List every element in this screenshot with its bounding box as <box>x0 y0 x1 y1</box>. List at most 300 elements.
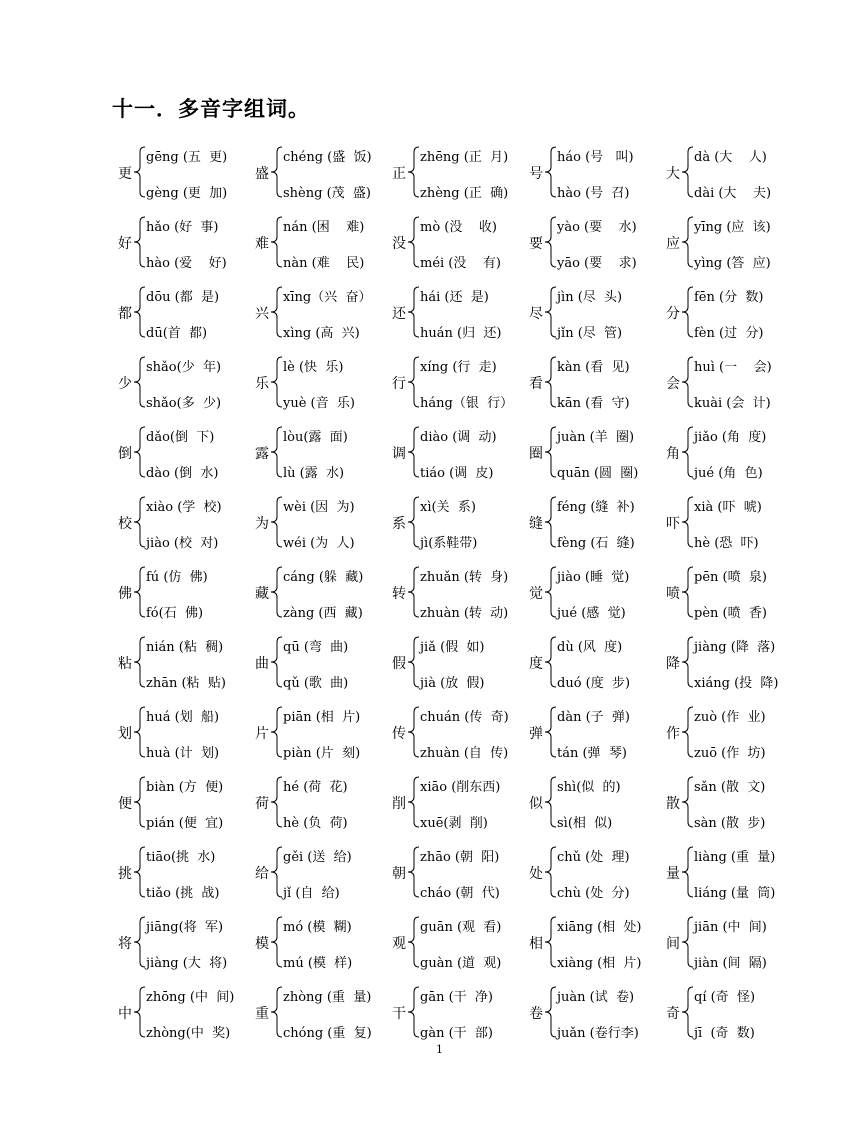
curly-brace-icon <box>678 636 694 688</box>
group-row <box>118 352 778 422</box>
polyphone-character: 为 <box>255 516 269 532</box>
curly-brace-icon <box>267 146 283 198</box>
reading-bottom: hào (号 召) <box>557 186 630 201</box>
curly-brace-icon <box>541 356 557 408</box>
reading-top: tiāo(挑 水) <box>146 850 216 865</box>
reading-bottom: yāo (要 求) <box>557 256 637 271</box>
polyphone-group <box>255 982 395 1042</box>
curly-brace-icon <box>130 216 146 268</box>
polyphone-group <box>392 702 532 762</box>
reading-bottom: jiàng (大 将) <box>146 956 228 971</box>
reading-bottom: jī (奇 数) <box>694 1026 755 1041</box>
curly-brace-icon <box>267 496 283 548</box>
reading-top: gēng (五 更) <box>146 150 228 165</box>
reading-top: chéng (盛 饭) <box>283 150 372 165</box>
curly-brace-icon <box>678 566 694 618</box>
reading-top: dǎo(倒 下) <box>146 430 215 445</box>
reading-top: dù (风 度) <box>557 640 623 655</box>
curly-brace-icon <box>404 216 420 268</box>
polyphone-group <box>392 632 532 692</box>
reading-bottom: zhuàn (自 传) <box>420 746 509 761</box>
group-row <box>118 422 778 492</box>
curly-brace-icon <box>267 706 283 758</box>
polyphone-character: 尽 <box>529 306 543 322</box>
polyphone-group <box>392 912 532 972</box>
polyphone-character: 会 <box>666 376 680 392</box>
polyphone-character: 露 <box>255 446 269 462</box>
group-row <box>118 282 778 352</box>
polyphone-character: 处 <box>529 866 543 882</box>
curly-brace-icon <box>130 426 146 478</box>
polyphone-group <box>118 282 258 342</box>
curly-brace-icon <box>541 776 557 828</box>
reading-bottom: zuō (作 坊) <box>694 746 766 761</box>
polyphone-character: 分 <box>666 306 680 322</box>
polyphone-group <box>255 282 395 342</box>
reading-bottom: tán (弹 琴) <box>557 746 627 761</box>
reading-bottom: zhān (粘 贴) <box>146 676 226 691</box>
curly-brace-icon <box>130 286 146 338</box>
reading-top: zhōng (中 间) <box>146 990 235 1005</box>
curly-brace-icon <box>267 566 283 618</box>
curly-brace-icon <box>404 146 420 198</box>
reading-top: dà (大 人) <box>694 150 767 165</box>
curly-brace-icon <box>267 776 283 828</box>
reading-bottom: huà (计 划) <box>146 746 220 761</box>
curly-brace-icon <box>404 496 420 548</box>
polyphone-group <box>392 772 532 832</box>
polyphone-character: 削 <box>392 796 406 812</box>
polyphone-character: 将 <box>118 936 132 952</box>
reading-bottom: jué (感 觉) <box>557 606 626 621</box>
curly-brace-icon <box>678 286 694 338</box>
polyphone-character: 号 <box>529 166 543 182</box>
curly-brace-icon <box>541 986 557 1038</box>
reading-bottom: shǎo(多 少) <box>146 396 222 411</box>
curly-brace-icon <box>404 566 420 618</box>
reading-top: diào (调 动) <box>420 430 497 445</box>
reading-top: lòu(露 面) <box>283 430 348 445</box>
polyphone-group <box>255 772 395 832</box>
curly-brace-icon <box>267 636 283 688</box>
reading-top: fēn (分 数) <box>694 290 764 305</box>
reading-bottom: liáng (量 筒) <box>694 886 776 901</box>
reading-top: yào (要 水) <box>557 220 637 235</box>
curly-brace-icon <box>404 706 420 758</box>
reading-bottom: yuè (音 乐) <box>283 396 355 411</box>
curly-brace-icon <box>541 216 557 268</box>
reading-bottom: hào (爱 好) <box>146 256 227 271</box>
curly-brace-icon <box>404 356 420 408</box>
reading-top: wèi (因 为) <box>283 500 355 515</box>
curly-brace-icon <box>541 146 557 198</box>
reading-top: biàn (方 便) <box>146 780 224 795</box>
reading-top: hǎo (好 事) <box>146 220 219 235</box>
reading-top: xíng (行 走) <box>420 360 497 375</box>
curly-brace-icon <box>541 286 557 338</box>
reading-bottom: gàn (干 部) <box>420 1026 493 1041</box>
polyphone-character: 便 <box>118 796 132 812</box>
reading-top: sǎn (散 文) <box>694 780 766 795</box>
polyphone-character: 片 <box>255 726 269 742</box>
polyphone-character: 喷 <box>666 586 680 602</box>
polyphone-group <box>392 422 532 482</box>
reading-top: háo (号 叫) <box>557 150 634 165</box>
reading-bottom: dào (倒 水) <box>146 466 219 481</box>
reading-top: huá (划 船) <box>146 710 220 725</box>
reading-top: zhuǎn (转 身) <box>420 570 509 585</box>
polyphone-character: 看 <box>529 376 543 392</box>
group-row <box>118 142 778 212</box>
polyphone-character: 量 <box>666 866 680 882</box>
polyphone-character: 没 <box>392 236 406 252</box>
reading-bottom: pèn (喷 香) <box>694 606 767 621</box>
reading-bottom: sàn (散 步) <box>694 816 766 831</box>
polyphone-character: 少 <box>118 376 132 392</box>
reading-bottom: jiào (校 对) <box>146 536 219 551</box>
polyphone-group <box>392 562 532 622</box>
curly-brace-icon <box>130 636 146 688</box>
curly-brace-icon <box>267 916 283 968</box>
curly-brace-icon <box>130 496 146 548</box>
polyphone-group <box>529 352 669 412</box>
polyphone-character: 间 <box>666 936 680 952</box>
reading-bottom: fó(石 佛) <box>146 606 204 621</box>
polyphone-character: 角 <box>666 446 680 462</box>
reading-top: dōu (都 是) <box>146 290 220 305</box>
reading-top: chǔ (处 理) <box>557 850 630 865</box>
reading-top: gān (干 净) <box>420 990 493 1005</box>
polyphone-group <box>392 352 532 412</box>
polyphone-group <box>118 562 258 622</box>
polyphone-group <box>118 772 258 832</box>
polyphone-group <box>392 212 532 272</box>
polyphone-group <box>118 982 258 1042</box>
reading-bottom: jì(系鞋带) <box>420 536 478 551</box>
reading-bottom: gèng (更 加) <box>146 186 228 201</box>
reading-top: gěi (送 给) <box>283 850 352 865</box>
polyphone-character: 度 <box>529 656 543 672</box>
polyphone-character: 曲 <box>255 656 269 672</box>
reading-bottom: dài (大 夫) <box>694 186 772 201</box>
group-row <box>118 212 778 282</box>
reading-bottom: quān (圆 圈) <box>557 466 639 481</box>
curly-brace-icon <box>404 636 420 688</box>
polyphone-group <box>666 212 806 272</box>
curly-brace-icon <box>541 426 557 478</box>
polyphone-group <box>529 562 669 622</box>
polyphone-group <box>666 562 806 622</box>
reading-bottom: xuē(剥 削) <box>420 816 488 831</box>
reading-top: xiāng (相 处) <box>557 920 642 935</box>
reading-top: piān (相 片) <box>283 710 361 725</box>
polyphone-group <box>529 772 669 832</box>
reading-top: jiān (中 间) <box>694 920 767 935</box>
group-row <box>118 702 778 772</box>
polyphone-group <box>529 842 669 902</box>
curly-brace-icon <box>130 566 146 618</box>
polyphone-group <box>118 492 258 552</box>
reading-top: guān (观 看) <box>420 920 502 935</box>
curly-brace-icon <box>267 846 283 898</box>
polyphone-character: 盛 <box>255 166 269 182</box>
reading-top: jìn (尽 头) <box>557 290 623 305</box>
reading-top: jiào (睡 觉) <box>557 570 630 585</box>
reading-top: xì(关 系) <box>420 500 476 515</box>
polyphone-character: 给 <box>255 866 269 882</box>
polyphone-group <box>118 142 258 202</box>
group-row <box>118 842 778 912</box>
reading-bottom: guàn (道 观) <box>420 956 502 971</box>
reading-top: fú (仿 佛) <box>146 570 208 585</box>
polyphone-group <box>118 842 258 902</box>
polyphone-character: 模 <box>255 936 269 952</box>
polyphone-character: 重 <box>255 1006 269 1022</box>
polyphone-group <box>666 912 806 972</box>
curly-brace-icon <box>678 146 694 198</box>
polyphone-character: 觉 <box>529 586 543 602</box>
curly-brace-icon <box>267 216 283 268</box>
reading-top: cáng (躲 藏) <box>283 570 364 585</box>
curly-brace-icon <box>404 986 420 1038</box>
reading-top: juàn (羊 圈) <box>557 430 635 445</box>
reading-bottom: shèng (茂 盛) <box>283 186 371 201</box>
polyphone-group <box>392 282 532 342</box>
reading-top: zhāo (朝 阳) <box>420 850 500 865</box>
polyphone-character: 奇 <box>666 1006 680 1022</box>
reading-bottom: jǐn (尽 管) <box>557 326 623 341</box>
curly-brace-icon <box>404 286 420 338</box>
curly-brace-icon <box>130 846 146 898</box>
polyphone-character: 相 <box>529 936 543 952</box>
polyphone-character: 假 <box>392 656 406 672</box>
polyphone-character: 缝 <box>529 516 543 532</box>
reading-bottom: duó (度 步) <box>557 676 631 691</box>
reading-bottom: háng（银 行） <box>420 396 514 411</box>
polyphone-group <box>666 702 806 762</box>
polyphone-character: 转 <box>392 586 406 602</box>
curly-brace-icon <box>130 356 146 408</box>
polyphone-character: 调 <box>392 446 406 462</box>
reading-top: mò (没 收) <box>420 220 497 235</box>
curly-brace-icon <box>678 356 694 408</box>
curly-brace-icon <box>678 216 694 268</box>
reading-bottom: xiàng (相 片) <box>557 956 642 971</box>
polyphone-character: 应 <box>666 236 680 252</box>
group-row <box>118 562 778 632</box>
group-row <box>118 632 778 702</box>
polyphone-character: 挑 <box>118 866 132 882</box>
polyphone-grid <box>118 142 778 1052</box>
reading-top: mó (模 糊) <box>283 920 352 935</box>
polyphone-group <box>118 632 258 692</box>
polyphone-character: 似 <box>529 796 543 812</box>
curly-brace-icon <box>267 356 283 408</box>
polyphone-group <box>255 142 395 202</box>
polyphone-group <box>666 842 806 902</box>
reading-bottom: huán (归 还) <box>420 326 502 341</box>
polyphone-group <box>666 352 806 412</box>
reading-bottom: xiáng (投 降) <box>694 676 779 691</box>
reading-bottom: hè (恐 吓) <box>694 536 759 551</box>
polyphone-character: 吓 <box>666 516 680 532</box>
reading-top: juàn (试 卷) <box>557 990 635 1005</box>
page-title: 十一．多音字组词。 <box>112 97 310 121</box>
polyphone-character: 藏 <box>255 586 269 602</box>
reading-top: xiào (学 校) <box>146 500 222 515</box>
polyphone-character: 倒 <box>118 446 132 462</box>
polyphone-character: 大 <box>666 166 680 182</box>
polyphone-group <box>666 632 806 692</box>
curly-brace-icon <box>267 986 283 1038</box>
polyphone-group <box>529 632 669 692</box>
group-row <box>118 982 778 1052</box>
reading-bottom: jià (放 假) <box>420 676 485 691</box>
reading-top: jiǎo (角 度) <box>694 430 767 445</box>
polyphone-group <box>255 422 395 482</box>
reading-bottom: xìng (高 兴) <box>283 326 360 341</box>
reading-top: xià (吓 唬) <box>694 500 762 515</box>
polyphone-character: 都 <box>118 306 132 322</box>
reading-bottom: nàn (难 民) <box>283 256 365 271</box>
polyphone-character: 散 <box>666 796 680 812</box>
reading-top: jiǎ (假 如) <box>420 640 485 655</box>
reading-top: zhēng (正 月) <box>420 150 509 165</box>
polyphone-character: 乐 <box>255 376 269 392</box>
polyphone-character: 观 <box>392 936 406 952</box>
polyphone-group <box>666 772 806 832</box>
polyphone-group <box>118 422 258 482</box>
reading-top: jiāng(将 军) <box>146 920 224 935</box>
polyphone-group <box>666 492 806 552</box>
reading-bottom: qǔ (歌 曲) <box>283 676 349 691</box>
polyphone-group <box>666 422 806 482</box>
reading-bottom: hè (负 荷) <box>283 816 348 831</box>
polyphone-character: 荷 <box>255 796 269 812</box>
reading-top: pēn (喷 泉) <box>694 570 767 585</box>
polyphone-group <box>255 912 395 972</box>
reading-top: lè (快 乐) <box>283 360 344 375</box>
reading-top: xīng（兴 奋） <box>283 290 372 305</box>
reading-bottom: chóng (重 复) <box>283 1026 372 1041</box>
polyphone-group <box>529 492 669 552</box>
reading-bottom: tiáo (调 皮) <box>420 466 494 481</box>
reading-top: huì (一 会) <box>694 360 772 375</box>
polyphone-group <box>529 282 669 342</box>
reading-bottom: lù (露 水) <box>283 466 345 481</box>
polyphone-group <box>255 702 395 762</box>
curly-brace-icon <box>678 776 694 828</box>
curly-brace-icon <box>404 776 420 828</box>
polyphone-group <box>666 282 806 342</box>
polyphone-character: 兴 <box>255 306 269 322</box>
reading-bottom: méi (没 有) <box>420 256 501 271</box>
polyphone-group <box>666 142 806 202</box>
reading-top: hé (荷 花) <box>283 780 348 795</box>
reading-bottom: pián (便 宜) <box>146 816 224 831</box>
curly-brace-icon <box>678 706 694 758</box>
curly-brace-icon <box>130 776 146 828</box>
curly-brace-icon <box>541 496 557 548</box>
polyphone-character: 作 <box>666 726 680 742</box>
reading-top: hái (还 是) <box>420 290 489 305</box>
polyphone-character: 好 <box>118 236 132 252</box>
polyphone-character: 校 <box>118 516 132 532</box>
curly-brace-icon <box>267 426 283 478</box>
reading-bottom: jiàn (间 隔) <box>694 956 767 971</box>
polyphone-group <box>392 842 532 902</box>
polyphone-group <box>255 562 395 622</box>
polyphone-group <box>666 982 806 1042</box>
curly-brace-icon <box>541 636 557 688</box>
polyphone-character: 正 <box>392 166 406 182</box>
polyphone-group <box>392 492 532 552</box>
polyphone-character: 干 <box>392 1006 406 1022</box>
polyphone-group <box>529 702 669 762</box>
reading-bottom: tiǎo (挑 战) <box>146 886 220 901</box>
reading-bottom: kān (看 守) <box>557 396 630 411</box>
curly-brace-icon <box>541 566 557 618</box>
polyphone-group <box>529 422 669 482</box>
reading-bottom: yìng (答 应) <box>694 256 771 271</box>
reading-top: yīng (应 该) <box>694 220 771 235</box>
curly-brace-icon <box>541 916 557 968</box>
reading-top: chuán (传 奇) <box>420 710 509 725</box>
polyphone-group <box>529 142 669 202</box>
reading-bottom: zàng (西 藏) <box>283 606 363 621</box>
curly-brace-icon <box>130 146 146 198</box>
reading-top: qū (弯 曲) <box>283 640 349 655</box>
reading-top: shì(似 的) <box>557 780 621 795</box>
curly-brace-icon <box>678 916 694 968</box>
curly-brace-icon <box>541 846 557 898</box>
polyphone-character: 中 <box>118 1006 132 1022</box>
curly-brace-icon <box>678 496 694 548</box>
curly-brace-icon <box>404 426 420 478</box>
polyphone-character: 要 <box>529 236 543 252</box>
curly-brace-icon <box>404 846 420 898</box>
reading-top: nán (困 难) <box>283 220 365 235</box>
page-number: 1 <box>436 1043 443 1056</box>
reading-bottom: jué (角 色) <box>694 466 763 481</box>
polyphone-character: 佛 <box>118 586 132 602</box>
polyphone-group <box>255 352 395 412</box>
curly-brace-icon <box>130 916 146 968</box>
polyphone-group <box>392 142 532 202</box>
polyphone-character: 传 <box>392 726 406 742</box>
reading-bottom: chù (处 分) <box>557 886 630 901</box>
polyphone-group <box>529 982 669 1042</box>
polyphone-group <box>118 212 258 272</box>
polyphone-character: 降 <box>666 656 680 672</box>
polyphone-character: 还 <box>392 306 406 322</box>
polyphone-character: 弹 <box>529 726 543 742</box>
polyphone-character: 更 <box>118 166 132 182</box>
reading-top: zuò (作 业) <box>694 710 766 725</box>
reading-bottom: zhòng(中 奖) <box>146 1026 231 1041</box>
reading-bottom: fèn (过 分) <box>694 326 764 341</box>
reading-top: shǎo(少 年) <box>146 360 222 375</box>
reading-bottom: fèng (石 缝) <box>557 536 635 551</box>
polyphone-group <box>118 702 258 762</box>
curly-brace-icon <box>130 986 146 1038</box>
polyphone-character: 系 <box>392 516 406 532</box>
polyphone-character: 圈 <box>529 446 543 462</box>
polyphone-character: 行 <box>392 376 406 392</box>
group-row <box>118 492 778 562</box>
curly-brace-icon <box>678 986 694 1038</box>
reading-bottom: cháo (朝 代) <box>420 886 500 901</box>
